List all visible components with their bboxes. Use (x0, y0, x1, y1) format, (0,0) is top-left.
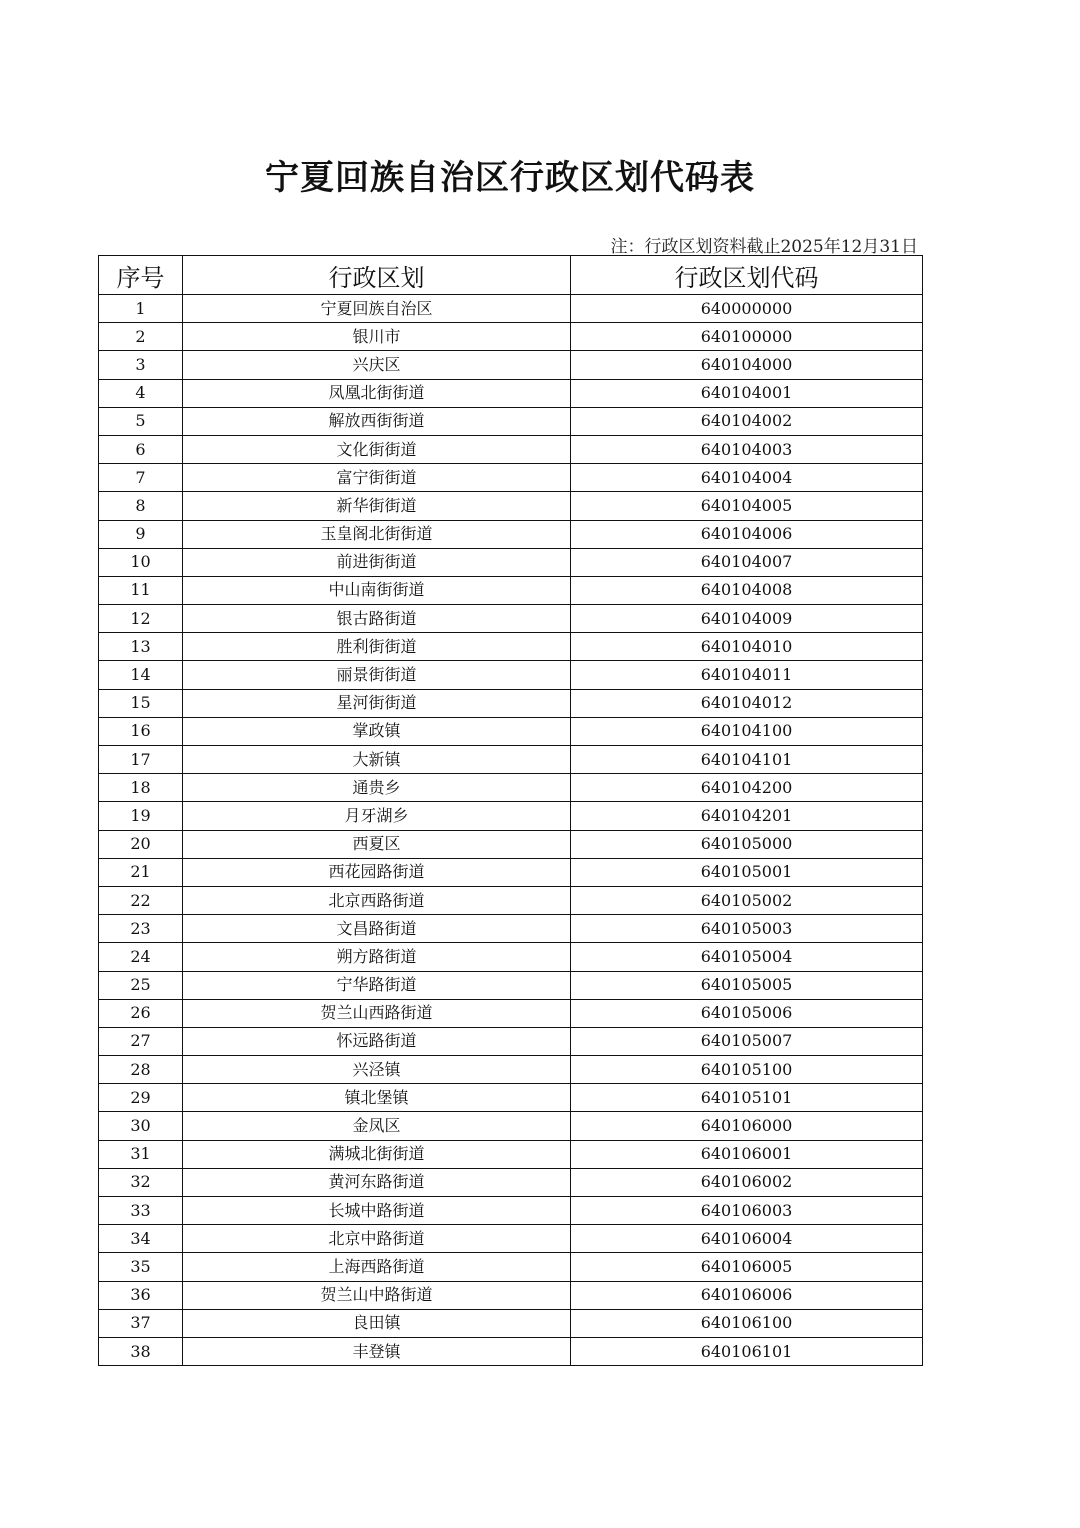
row-code-cell: 640104007 (571, 548, 923, 576)
row-index-cell: 36 (99, 1281, 183, 1309)
row-index-cell: 34 (99, 1225, 183, 1253)
row-name-cell: 星河街街道 (183, 689, 571, 717)
table-row (99, 1112, 923, 1140)
row-code-cell: 640105003 (571, 915, 923, 943)
row-name-cell: 长城中路街道 (183, 1197, 571, 1225)
row-code-cell: 640104100 (571, 717, 923, 745)
row-index-cell: 11 (99, 576, 183, 604)
table-row (99, 971, 923, 999)
row-code-cell: 640105005 (571, 971, 923, 999)
division-code-table (98, 255, 923, 1366)
table-row (99, 802, 923, 830)
row-name-cell: 金凤区 (183, 1112, 571, 1140)
row-name-cell: 月牙湖乡 (183, 802, 571, 830)
row-code-cell: 640104002 (571, 407, 923, 435)
row-index-cell: 5 (99, 407, 183, 435)
table-row (99, 915, 923, 943)
row-name-cell: 丰登镇 (183, 1337, 571, 1365)
table-row (99, 295, 923, 323)
row-index-cell: 4 (99, 379, 183, 407)
row-index-cell: 7 (99, 464, 183, 492)
row-code-cell: 640105006 (571, 999, 923, 1027)
row-code-cell: 640105007 (571, 1027, 923, 1055)
row-name-cell: 银古路街道 (183, 605, 571, 633)
row-index-cell: 16 (99, 717, 183, 745)
table-row (99, 1140, 923, 1168)
row-code-cell: 640106001 (571, 1140, 923, 1168)
row-code-cell: 640104010 (571, 633, 923, 661)
row-name-cell: 宁夏回族自治区 (183, 295, 571, 323)
data-cutoff-note: 注：行政区划资料截止2025年12月31日 (610, 237, 918, 257)
table-row (99, 407, 923, 435)
table-row (99, 1056, 923, 1084)
row-code-cell: 640105101 (571, 1084, 923, 1112)
row-name-cell: 镇北堡镇 (183, 1084, 571, 1112)
row-name-cell: 上海西路街道 (183, 1253, 571, 1281)
row-index-cell: 18 (99, 774, 183, 802)
table-row (99, 576, 923, 604)
row-index-cell: 31 (99, 1140, 183, 1168)
row-index-cell: 6 (99, 435, 183, 463)
row-name-cell: 银川市 (183, 323, 571, 351)
row-code-cell: 640105004 (571, 943, 923, 971)
row-code-cell: 640105100 (571, 1056, 923, 1084)
row-index-cell: 24 (99, 943, 183, 971)
table-row (99, 717, 923, 745)
row-name-cell: 大新镇 (183, 746, 571, 774)
table-row (99, 858, 923, 886)
row-index-cell: 2 (99, 323, 183, 351)
row-name-cell: 满城北街街道 (183, 1140, 571, 1168)
row-index-cell: 10 (99, 548, 183, 576)
row-code-cell: 640106100 (571, 1309, 923, 1337)
table-row (99, 886, 923, 914)
row-name-cell: 怀远路街道 (183, 1027, 571, 1055)
row-index-cell: 27 (99, 1027, 183, 1055)
row-code-cell: 640104006 (571, 520, 923, 548)
table-row (99, 1281, 923, 1309)
table-row (99, 1225, 923, 1253)
row-name-cell: 通贵乡 (183, 774, 571, 802)
row-name-cell: 北京西路街道 (183, 886, 571, 914)
row-name-cell: 兴泾镇 (183, 1056, 571, 1084)
row-index-cell: 21 (99, 858, 183, 886)
row-index-cell: 37 (99, 1309, 183, 1337)
row-index-cell: 12 (99, 605, 183, 633)
row-code-cell: 640104201 (571, 802, 923, 830)
table-row (99, 999, 923, 1027)
row-name-cell: 富宁街街道 (183, 464, 571, 492)
row-name-cell: 黄河东路街道 (183, 1168, 571, 1196)
row-name-cell: 兴庆区 (183, 351, 571, 379)
row-code-cell: 640105002 (571, 886, 923, 914)
row-index-cell: 25 (99, 971, 183, 999)
row-name-cell: 良田镇 (183, 1309, 571, 1337)
row-index-cell: 30 (99, 1112, 183, 1140)
table-header-row (99, 256, 923, 295)
row-index-cell: 20 (99, 830, 183, 858)
row-index-cell: 22 (99, 886, 183, 914)
row-name-cell: 西夏区 (183, 830, 571, 858)
table-row (99, 464, 923, 492)
row-name-cell: 凤凰北街街道 (183, 379, 571, 407)
row-code-cell: 640105000 (571, 830, 923, 858)
table-row (99, 548, 923, 576)
row-index-cell: 14 (99, 661, 183, 689)
row-name-cell: 西花园路街道 (183, 858, 571, 886)
table-row (99, 689, 923, 717)
header-name: 行政区划 (183, 256, 571, 295)
row-index-cell: 19 (99, 802, 183, 830)
row-index-cell: 29 (99, 1084, 183, 1112)
table-row (99, 830, 923, 858)
row-code-cell: 640106006 (571, 1281, 923, 1309)
table-row (99, 492, 923, 520)
table-row (99, 1027, 923, 1055)
page-title: 宁夏回族自治区行政区划代码表 (265, 158, 755, 198)
row-index-cell: 33 (99, 1197, 183, 1225)
row-index-cell: 26 (99, 999, 183, 1027)
row-code-cell: 640104101 (571, 746, 923, 774)
row-code-cell: 640106005 (571, 1253, 923, 1281)
row-code-cell: 640104005 (571, 492, 923, 520)
row-index-cell: 17 (99, 746, 183, 774)
row-name-cell: 丽景街街道 (183, 661, 571, 689)
row-name-cell: 掌政镇 (183, 717, 571, 745)
row-index-cell: 23 (99, 915, 183, 943)
row-code-cell: 640100000 (571, 323, 923, 351)
row-index-cell: 9 (99, 520, 183, 548)
header-index: 序号 (99, 256, 183, 295)
table-row (99, 943, 923, 971)
row-name-cell: 北京中路街道 (183, 1225, 571, 1253)
table-body (99, 295, 923, 1366)
table-row (99, 774, 923, 802)
table-row (99, 1253, 923, 1281)
row-code-cell: 640106003 (571, 1197, 923, 1225)
row-name-cell: 文化街街道 (183, 435, 571, 463)
row-name-cell: 解放西街街道 (183, 407, 571, 435)
row-code-cell: 640000000 (571, 295, 923, 323)
row-code-cell: 640104009 (571, 605, 923, 633)
row-index-cell: 32 (99, 1168, 183, 1196)
row-code-cell: 640105001 (571, 858, 923, 886)
row-name-cell: 新华街街道 (183, 492, 571, 520)
row-index-cell: 35 (99, 1253, 183, 1281)
row-index-cell: 38 (99, 1337, 183, 1365)
table-row (99, 1197, 923, 1225)
row-index-cell: 1 (99, 295, 183, 323)
row-code-cell: 640104000 (571, 351, 923, 379)
row-name-cell: 前进街街道 (183, 548, 571, 576)
row-code-cell: 640104001 (571, 379, 923, 407)
row-code-cell: 640104004 (571, 464, 923, 492)
row-index-cell: 28 (99, 1056, 183, 1084)
table-row (99, 1084, 923, 1112)
row-index-cell: 3 (99, 351, 183, 379)
row-code-cell: 640104012 (571, 689, 923, 717)
row-name-cell: 文昌路街道 (183, 915, 571, 943)
row-index-cell: 8 (99, 492, 183, 520)
table-row (99, 746, 923, 774)
row-code-cell: 640104003 (571, 435, 923, 463)
row-code-cell: 640106000 (571, 1112, 923, 1140)
table-row (99, 633, 923, 661)
row-name-cell: 胜利街街道 (183, 633, 571, 661)
row-code-cell: 640104200 (571, 774, 923, 802)
table-row (99, 520, 923, 548)
table-row (99, 1168, 923, 1196)
row-index-cell: 13 (99, 633, 183, 661)
row-name-cell: 玉皇阁北街街道 (183, 520, 571, 548)
row-name-cell: 中山南街街道 (183, 576, 571, 604)
table-row (99, 323, 923, 351)
row-name-cell: 宁华路街道 (183, 971, 571, 999)
table-row (99, 435, 923, 463)
row-name-cell: 贺兰山中路街道 (183, 1281, 571, 1309)
row-name-cell: 朔方路街道 (183, 943, 571, 971)
header-code: 行政区划代码 (571, 256, 923, 295)
row-code-cell: 640104011 (571, 661, 923, 689)
table-row (99, 351, 923, 379)
row-code-cell: 640106101 (571, 1337, 923, 1365)
row-name-cell: 贺兰山西路街道 (183, 999, 571, 1027)
table-row (99, 661, 923, 689)
table-row (99, 1309, 923, 1337)
table-row (99, 1337, 923, 1365)
table-row (99, 379, 923, 407)
table-row (99, 605, 923, 633)
row-code-cell: 640106002 (571, 1168, 923, 1196)
row-code-cell: 640106004 (571, 1225, 923, 1253)
row-index-cell: 15 (99, 689, 183, 717)
row-code-cell: 640104008 (571, 576, 923, 604)
